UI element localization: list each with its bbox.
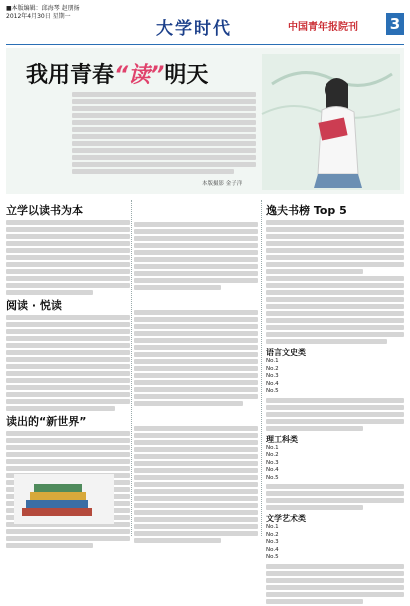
category-title-1: 语言文史类 (266, 348, 306, 357)
category-list-3 (266, 524, 404, 562)
list-item: No.2 (266, 365, 279, 372)
top-list-title: 逸夫书榜 Top 5 (266, 204, 347, 217)
books-illustration (14, 474, 114, 524)
editor-line: ■本版编辑：邱海琴 赵朋扬 (6, 5, 80, 12)
category-title-2: 理工科类 (266, 434, 298, 444)
list-item: No.4 (266, 546, 279, 553)
list-item: No.1 (266, 358, 279, 364)
list-item: No.5 (266, 474, 279, 481)
category-title-3: 文学艺术类 (266, 514, 306, 523)
top-list-body (266, 276, 404, 344)
list-item: No.1 (266, 444, 279, 451)
list-item: No.3 (266, 539, 279, 545)
list-item: No.2 (266, 452, 279, 458)
list-item: No.4 (266, 380, 279, 387)
list-item: No.3 (266, 459, 279, 466)
category-list-2 (266, 445, 404, 483)
article-2-body-continued (134, 310, 258, 406)
column-divider-2 (261, 200, 262, 536)
feature-headline (26, 58, 208, 89)
category-1-review (266, 398, 404, 431)
category-3-review (266, 564, 404, 604)
article-3-body-continued (134, 426, 258, 543)
headline-part-2: 明天 (164, 63, 209, 88)
category-2-review (266, 484, 404, 510)
list-item: No.5 (266, 388, 279, 394)
date-line: 2012年4月30日 星期一 (6, 13, 71, 20)
headline-part-1: 我用青春 (26, 63, 115, 88)
lead-paragraph (72, 90, 256, 176)
list-item: No.1 (266, 524, 279, 530)
article-1-title: 立学以读书为本 (6, 204, 83, 217)
column-middle (134, 200, 258, 545)
article-3-title: 读出的“新世界” (6, 415, 87, 428)
reading-girl-illustration (262, 54, 400, 190)
article-1-body-continued (134, 222, 258, 290)
page-header (6, 4, 404, 45)
category-list-1 (266, 358, 404, 396)
column-right (266, 200, 404, 606)
article-2-title: 阅读 · 悦读 (6, 299, 62, 312)
paper-name: 中国青年报院刊 (288, 22, 358, 33)
list-item: No.5 (266, 554, 279, 560)
headline-highlight: “读” (114, 63, 165, 88)
photo-credit: 本版摄影 金子洋 (202, 181, 243, 187)
list-item: No.4 (266, 467, 279, 473)
column-divider-1 (131, 200, 132, 536)
list-item: No.3 (266, 373, 279, 379)
article-2-body (6, 315, 130, 411)
section-title: 大学时代 (156, 19, 232, 39)
edition-meta (6, 5, 116, 21)
feature-banner (6, 48, 404, 194)
list-item: No.2 (266, 531, 279, 538)
page-number: 3 (386, 13, 404, 35)
article-1-body (6, 220, 130, 295)
top-list-intro (266, 220, 404, 274)
